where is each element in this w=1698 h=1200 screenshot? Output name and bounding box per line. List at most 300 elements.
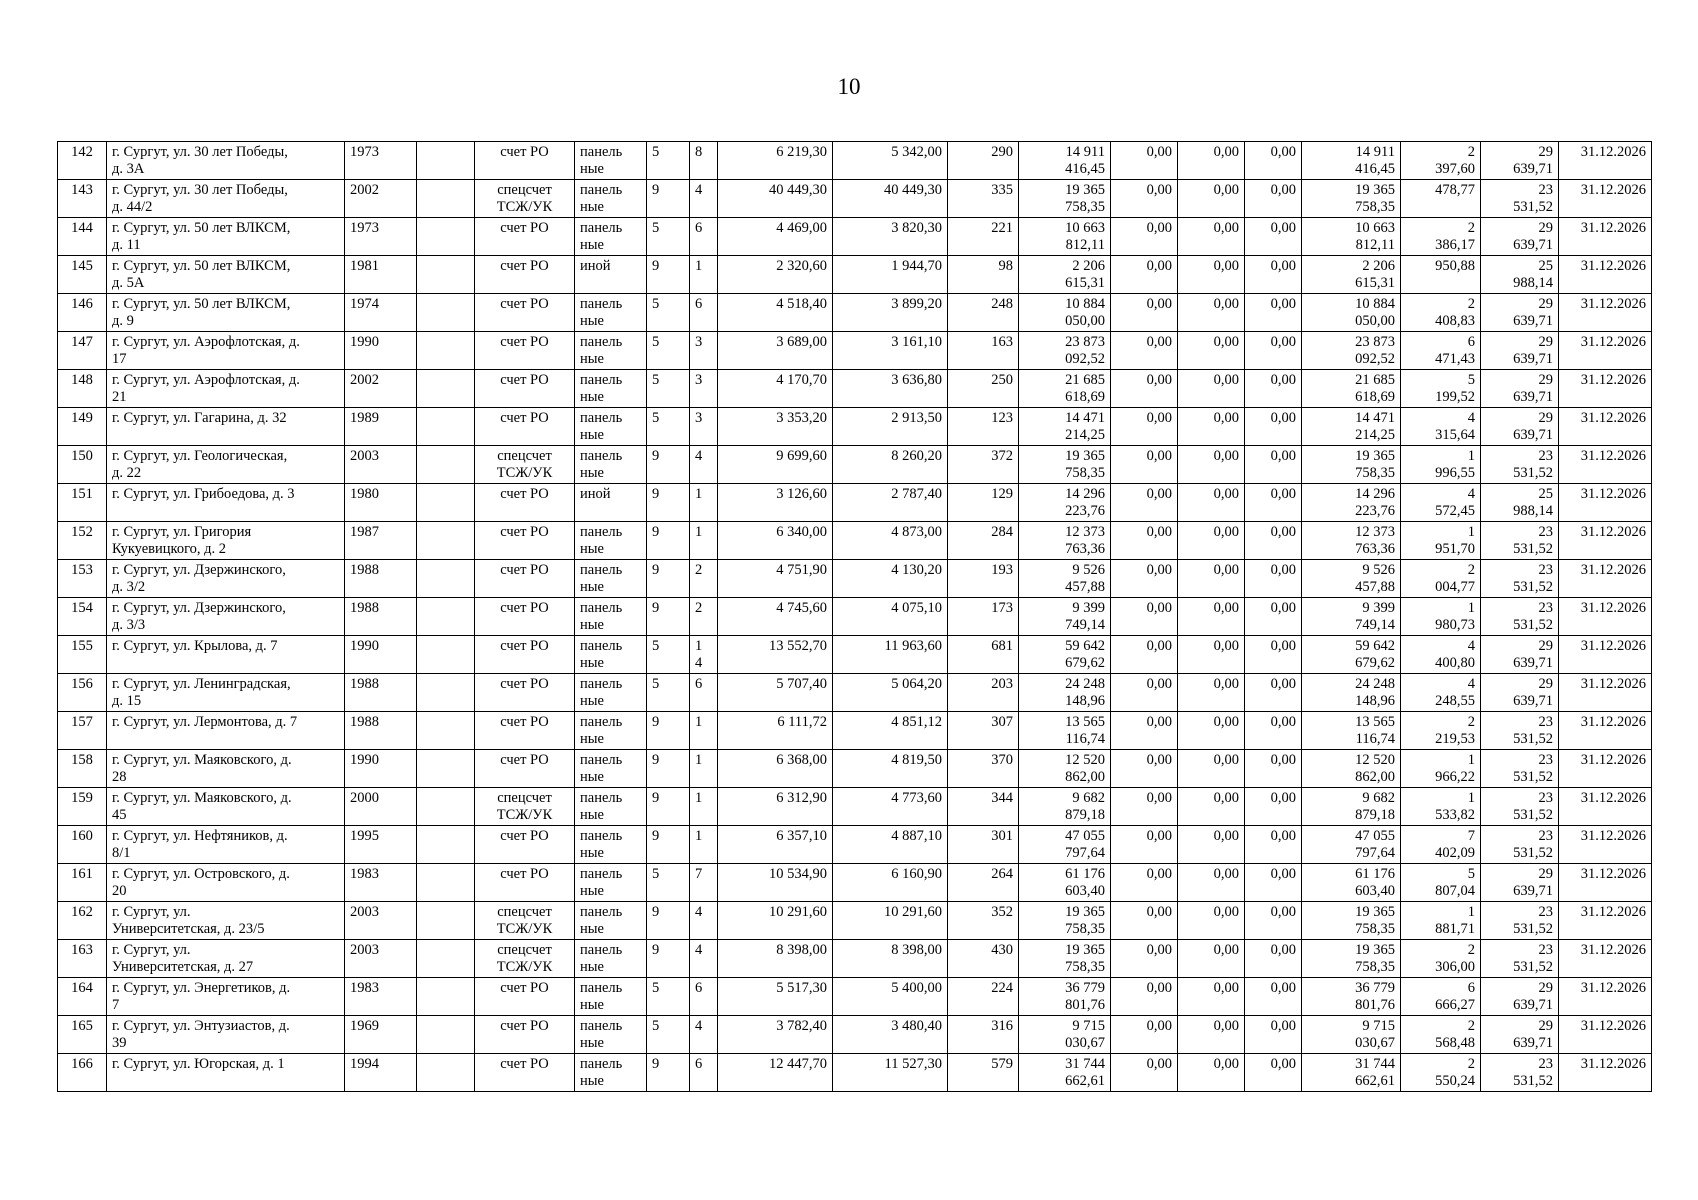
deadline-date-text: 31.12.2026 [1580, 714, 1646, 730]
zero-cell-1 [1111, 180, 1178, 218]
entrances-text: 2 [695, 562, 703, 578]
zero-cell-1 [1111, 978, 1178, 1016]
wall-material-text: иной [580, 258, 611, 274]
total-area-text: 6 219,30 [776, 144, 827, 160]
wall-material-text: панель [580, 1018, 623, 1034]
deadline-date-cell [1559, 674, 1652, 712]
total-area-cell [718, 522, 833, 560]
floors-cell [647, 142, 690, 180]
empty-cell [417, 408, 475, 446]
row-number-text: 152 [71, 524, 93, 540]
entrances-cell [690, 408, 718, 446]
fund-method-cell [475, 598, 575, 636]
zero-cell-2 [1178, 940, 1245, 978]
total-area-cell [718, 370, 833, 408]
zero-3-text: 0,00 [1270, 676, 1296, 692]
zero-cell-1 [1111, 826, 1178, 864]
address-cell [107, 332, 345, 370]
living-area-text: 3 480,40 [891, 1018, 942, 1034]
total-cost-cell [1019, 180, 1111, 218]
address-text: г. Сургут, ул. Аэрофлотская, д. [112, 372, 300, 388]
address-text: д. 3/3 [112, 617, 146, 633]
wall-material-cell [575, 826, 647, 864]
year-text: 1969 [350, 1018, 379, 1034]
owners-funds-text: 19 365 [1355, 448, 1395, 464]
address-text: г. Сургут, ул. Ленинградская, [112, 676, 291, 692]
table-row [58, 750, 1652, 788]
owners-funds-cell [1302, 218, 1401, 256]
address-text: д. 3А [112, 161, 145, 177]
living-area-text: 4 130,20 [891, 562, 942, 578]
limit-cost-text: 531,52 [1513, 731, 1553, 747]
owners-funds-text: 050,00 [1355, 313, 1395, 329]
total-cost-cell [1019, 294, 1111, 332]
fund-method-text: ТСЖ/УК [496, 959, 553, 975]
row-number-cell [58, 750, 107, 788]
address-text: г. Сургут, ул. 30 лет Победы, [112, 144, 288, 160]
total-cost-text: 758,35 [1065, 465, 1105, 481]
total-cost-text: 812,11 [1065, 237, 1105, 253]
total-cost-text: 615,31 [1065, 275, 1105, 291]
total-area-text: 4 751,90 [776, 562, 827, 578]
total-area-text: 8 398,00 [776, 942, 827, 958]
year-text: 1990 [350, 638, 379, 654]
cost-per-sqm-cell [1401, 712, 1481, 750]
limit-cost-cell [1481, 256, 1559, 294]
address-cell [107, 598, 345, 636]
table-row [58, 864, 1652, 902]
row-number-text: 155 [71, 638, 93, 654]
wall-material-text: ные [580, 807, 604, 823]
zero-2-text: 0,00 [1213, 676, 1239, 692]
fund-method-text: счет РО [500, 562, 549, 578]
residents-cell [948, 294, 1019, 332]
total-cost-text: 030,67 [1065, 1035, 1105, 1051]
zero-2-text: 0,00 [1213, 486, 1239, 502]
year-text: 2002 [350, 372, 379, 388]
zero-cell-3 [1245, 370, 1302, 408]
living-area-text: 11 527,30 [884, 1056, 942, 1072]
address-text: г. Сургут, ул. Нефтяников, д. [112, 828, 288, 844]
address-cell [107, 750, 345, 788]
year-cell [345, 788, 417, 826]
limit-cost-cell [1481, 674, 1559, 712]
residents-text: 352 [991, 904, 1013, 920]
zero-2-text: 0,00 [1213, 1056, 1239, 1072]
row-number-text: 146 [71, 296, 93, 312]
wall-material-cell [575, 332, 647, 370]
floors-text: 9 [652, 600, 660, 616]
total-cost-cell [1019, 712, 1111, 750]
total-cost-text: 763,36 [1065, 541, 1105, 557]
owners-funds-text: 801,76 [1355, 997, 1395, 1013]
residents-text: 163 [991, 334, 1013, 350]
wall-material-text: ные [580, 997, 604, 1013]
zero-cell-3 [1245, 636, 1302, 674]
zero-1-text: 0,00 [1146, 334, 1172, 350]
owners-funds-text: 758,35 [1355, 465, 1395, 481]
wall-material-cell [575, 408, 647, 446]
living-area-text: 2 913,50 [891, 410, 942, 426]
year-cell [345, 940, 417, 978]
total-area-cell [718, 864, 833, 902]
table-body [58, 142, 1652, 1092]
year-text: 1988 [350, 600, 379, 616]
wall-material-text: ные [580, 389, 604, 405]
total-cost-text: 758,35 [1065, 199, 1105, 215]
total-area-text: 6 368,00 [776, 752, 827, 768]
entrances-cell [690, 370, 718, 408]
owners-funds-cell [1302, 750, 1401, 788]
residents-cell [948, 446, 1019, 484]
row-number-text: 149 [71, 410, 93, 426]
total-area-cell [718, 902, 833, 940]
cost-per-sqm-cell [1401, 826, 1481, 864]
entrances-text: 4 [695, 655, 703, 671]
floors-cell [647, 484, 690, 522]
living-area-text: 8 260,20 [891, 448, 942, 464]
zero-3-text: 0,00 [1270, 372, 1296, 388]
owners-funds-cell [1302, 294, 1401, 332]
residents-cell [948, 256, 1019, 294]
cost-per-sqm-cell [1401, 560, 1481, 598]
row-number-cell [58, 142, 107, 180]
owners-funds-text: 14 296 [1355, 486, 1395, 502]
residents-text: 335 [991, 182, 1013, 198]
living-area-cell [833, 142, 948, 180]
cost-per-sqm-text: 951,70 [1435, 541, 1475, 557]
owners-funds-cell [1302, 940, 1401, 978]
cost-per-sqm-text: 2 [1467, 220, 1475, 236]
entrances-text: 8 [695, 144, 703, 160]
fund-method-cell [475, 332, 575, 370]
zero-3-text: 0,00 [1270, 980, 1296, 996]
entrances-cell [690, 598, 718, 636]
entrances-cell [690, 636, 718, 674]
cost-per-sqm-cell [1401, 788, 1481, 826]
floors-text: 5 [652, 1018, 660, 1034]
deadline-date-cell [1559, 522, 1652, 560]
address-text: 8/1 [112, 845, 131, 861]
living-area-cell [833, 598, 948, 636]
entrances-text: 6 [695, 220, 703, 236]
floors-cell [647, 1016, 690, 1054]
empty-cell [417, 484, 475, 522]
year-cell [345, 636, 417, 674]
limit-cost-text: 531,52 [1513, 921, 1553, 937]
cost-per-sqm-cell [1401, 522, 1481, 560]
zero-cell-3 [1245, 522, 1302, 560]
zero-cell-2 [1178, 332, 1245, 370]
living-area-text: 4 887,10 [891, 828, 942, 844]
address-text: г. Сургут, ул. [112, 942, 191, 958]
entrances-text: 7 [695, 866, 703, 882]
fund-method-cell [475, 408, 575, 446]
owners-funds-text: 9 715 [1362, 1018, 1395, 1034]
row-number-text: 153 [71, 562, 93, 578]
owners-funds-text: 679,62 [1355, 655, 1395, 671]
total-area-text: 6 357,10 [776, 828, 827, 844]
year-text: 1981 [350, 258, 379, 274]
entrances-cell [690, 712, 718, 750]
entrances-text: 1 [695, 752, 703, 768]
cost-per-sqm-cell [1401, 218, 1481, 256]
total-cost-text: 24 248 [1065, 676, 1105, 692]
deadline-date-cell [1559, 180, 1652, 218]
total-area-cell [718, 294, 833, 332]
fund-method-cell [475, 560, 575, 598]
cost-per-sqm-text: 5 [1467, 866, 1475, 882]
cost-per-sqm-cell [1401, 294, 1481, 332]
total-area-text: 4 518,40 [776, 296, 827, 312]
empty-cell [417, 864, 475, 902]
zero-cell-2 [1178, 636, 1245, 674]
floors-text: 5 [652, 334, 660, 350]
deadline-date-cell [1559, 294, 1652, 332]
limit-cost-text: 23 [1538, 1056, 1553, 1072]
total-area-text: 4 469,00 [776, 220, 827, 236]
year-text: 2002 [350, 182, 379, 198]
address-cell [107, 788, 345, 826]
limit-cost-text: 531,52 [1513, 1073, 1553, 1089]
deadline-date-text: 31.12.2026 [1580, 980, 1646, 996]
empty-cell [417, 902, 475, 940]
zero-cell-2 [1178, 484, 1245, 522]
year-text: 2003 [350, 904, 379, 920]
entrances-text: 2 [695, 600, 703, 616]
deadline-date-cell [1559, 864, 1652, 902]
total-cost-cell [1019, 142, 1111, 180]
owners-funds-cell [1302, 826, 1401, 864]
table-row [58, 446, 1652, 484]
wall-material-text: ные [580, 237, 604, 253]
wall-material-text: панель [580, 144, 623, 160]
residents-cell [948, 826, 1019, 864]
total-area-cell [718, 1016, 833, 1054]
limit-cost-text: 531,52 [1513, 579, 1553, 595]
living-area-cell [833, 940, 948, 978]
total-area-cell [718, 484, 833, 522]
cost-per-sqm-text: 533,82 [1435, 807, 1475, 823]
owners-funds-text: 862,00 [1355, 769, 1395, 785]
zero-cell-1 [1111, 142, 1178, 180]
floors-text: 9 [652, 562, 660, 578]
limit-cost-text: 29 [1538, 866, 1553, 882]
cost-per-sqm-cell [1401, 978, 1481, 1016]
floors-text: 9 [652, 448, 660, 464]
living-area-cell [833, 332, 948, 370]
limit-cost-text: 23 [1538, 904, 1553, 920]
year-text: 1983 [350, 980, 379, 996]
cost-per-sqm-text: 219,53 [1435, 731, 1475, 747]
residents-text: 203 [991, 676, 1013, 692]
wall-material-text: ные [580, 199, 604, 215]
deadline-date-text: 31.12.2026 [1580, 334, 1646, 350]
fund-method-text: счет РО [500, 638, 549, 654]
residents-text: 173 [991, 600, 1013, 616]
empty-cell [417, 636, 475, 674]
total-cost-text: 12 520 [1065, 752, 1105, 768]
limit-cost-cell [1481, 902, 1559, 940]
address-cell [107, 978, 345, 1016]
fund-method-cell [475, 294, 575, 332]
owners-funds-text: 14 471 [1355, 410, 1395, 426]
total-area-text: 3 689,00 [776, 334, 827, 350]
living-area-cell [833, 826, 948, 864]
row-number-text: 161 [71, 866, 93, 882]
empty-cell [417, 1016, 475, 1054]
cost-per-sqm-text: 1 [1467, 524, 1475, 540]
living-area-cell [833, 256, 948, 294]
zero-1-text: 0,00 [1146, 980, 1172, 996]
zero-3-text: 0,00 [1270, 942, 1296, 958]
table-row [58, 180, 1652, 218]
limit-cost-text: 29 [1538, 334, 1553, 350]
cost-per-sqm-text: 306,00 [1435, 959, 1475, 975]
fund-method-text: счет РО [500, 600, 549, 616]
deadline-date-text: 31.12.2026 [1580, 486, 1646, 502]
floors-cell [647, 712, 690, 750]
zero-1-text: 0,00 [1146, 942, 1172, 958]
cost-per-sqm-cell [1401, 484, 1481, 522]
year-cell [345, 522, 417, 560]
deadline-date-text: 31.12.2026 [1580, 410, 1646, 426]
owners-funds-cell [1302, 902, 1401, 940]
empty-cell [417, 1054, 475, 1092]
fund-method-cell [475, 674, 575, 712]
fund-method-text: ТСЖ/УК [496, 465, 553, 481]
limit-cost-text: 531,52 [1513, 541, 1553, 557]
limit-cost-text: 639,71 [1513, 427, 1553, 443]
address-cell [107, 712, 345, 750]
residents-text: 284 [991, 524, 1013, 540]
deadline-date-text: 31.12.2026 [1580, 828, 1646, 844]
wall-material-cell [575, 446, 647, 484]
owners-funds-cell [1302, 370, 1401, 408]
zero-2-text: 0,00 [1213, 258, 1239, 274]
row-number-text: 164 [71, 980, 93, 996]
zero-2-text: 0,00 [1213, 714, 1239, 730]
wall-material-text: панель [580, 1056, 623, 1072]
limit-cost-cell [1481, 218, 1559, 256]
residents-cell [948, 370, 1019, 408]
zero-1-text: 0,00 [1146, 258, 1172, 274]
residents-text: 370 [991, 752, 1013, 768]
zero-cell-2 [1178, 180, 1245, 218]
cost-per-sqm-text: 881,71 [1435, 921, 1475, 937]
address-text: г. Сургут, ул. Маяковского, д. [112, 790, 292, 806]
zero-1-text: 0,00 [1146, 866, 1172, 882]
wall-material-text: панель [580, 638, 623, 654]
cost-per-sqm-text: 2 [1467, 1018, 1475, 1034]
fund-method-text: счет РО [500, 144, 549, 160]
floors-text: 5 [652, 866, 660, 882]
zero-cell-1 [1111, 446, 1178, 484]
limit-cost-text: 25 [1538, 258, 1553, 274]
year-cell [345, 560, 417, 598]
residents-cell [948, 560, 1019, 598]
wall-material-text: панель [580, 600, 623, 616]
deadline-date-cell [1559, 218, 1652, 256]
deadline-date-cell [1559, 712, 1652, 750]
row-number-cell [58, 408, 107, 446]
owners-funds-cell [1302, 1054, 1401, 1092]
living-area-cell [833, 1016, 948, 1054]
floors-text: 9 [652, 182, 660, 198]
entrances-cell [690, 560, 718, 598]
living-area-cell [833, 218, 948, 256]
deadline-date-cell [1559, 940, 1652, 978]
floors-text: 9 [652, 752, 660, 768]
year-text: 1980 [350, 486, 379, 502]
wall-material-text: ные [580, 579, 604, 595]
zero-cell-1 [1111, 788, 1178, 826]
total-cost-cell [1019, 750, 1111, 788]
owners-funds-cell [1302, 864, 1401, 902]
deadline-date-text: 31.12.2026 [1580, 182, 1646, 198]
fund-method-text: счет РО [500, 486, 549, 502]
living-area-text: 4 075,10 [891, 600, 942, 616]
deadline-date-text: 31.12.2026 [1580, 448, 1646, 464]
wall-material-text: панель [580, 676, 623, 692]
wall-material-text: ные [580, 617, 604, 633]
total-cost-text: 19 365 [1065, 448, 1105, 464]
entrances-cell [690, 826, 718, 864]
zero-cell-3 [1245, 864, 1302, 902]
total-area-cell [718, 712, 833, 750]
total-cost-text: 618,69 [1065, 389, 1105, 405]
fund-method-cell [475, 712, 575, 750]
total-cost-cell [1019, 1054, 1111, 1092]
total-area-cell [718, 560, 833, 598]
total-cost-text: 050,00 [1065, 313, 1105, 329]
zero-2-text: 0,00 [1213, 372, 1239, 388]
wall-material-cell [575, 560, 647, 598]
row-number-cell [58, 522, 107, 560]
year-text: 1988 [350, 714, 379, 730]
deadline-date-cell [1559, 256, 1652, 294]
year-text: 1990 [350, 334, 379, 350]
residents-text: 681 [991, 638, 1013, 654]
living-area-text: 40 449,30 [884, 182, 942, 198]
zero-3-text: 0,00 [1270, 182, 1296, 198]
table-row [58, 142, 1652, 180]
wall-material-cell [575, 598, 647, 636]
residents-text: 248 [991, 296, 1013, 312]
total-area-cell [718, 636, 833, 674]
fund-method-cell [475, 902, 575, 940]
wall-material-cell [575, 484, 647, 522]
residents-text: 129 [991, 486, 1013, 502]
address-cell [107, 1016, 345, 1054]
total-area-cell [718, 332, 833, 370]
entrances-text: 4 [695, 448, 703, 464]
row-number-cell [58, 180, 107, 218]
fund-method-text: счет РО [500, 296, 549, 312]
fund-method-cell [475, 370, 575, 408]
total-area-cell [718, 826, 833, 864]
wall-material-text: панель [580, 942, 623, 958]
residents-text: 224 [991, 980, 1013, 996]
year-text: 1973 [350, 144, 379, 160]
total-cost-cell [1019, 370, 1111, 408]
limit-cost-cell [1481, 332, 1559, 370]
cost-per-sqm-text: 966,22 [1435, 769, 1475, 785]
floors-cell [647, 560, 690, 598]
total-area-text: 4 170,70 [776, 372, 827, 388]
owners-funds-cell [1302, 446, 1401, 484]
fund-method-cell [475, 180, 575, 218]
